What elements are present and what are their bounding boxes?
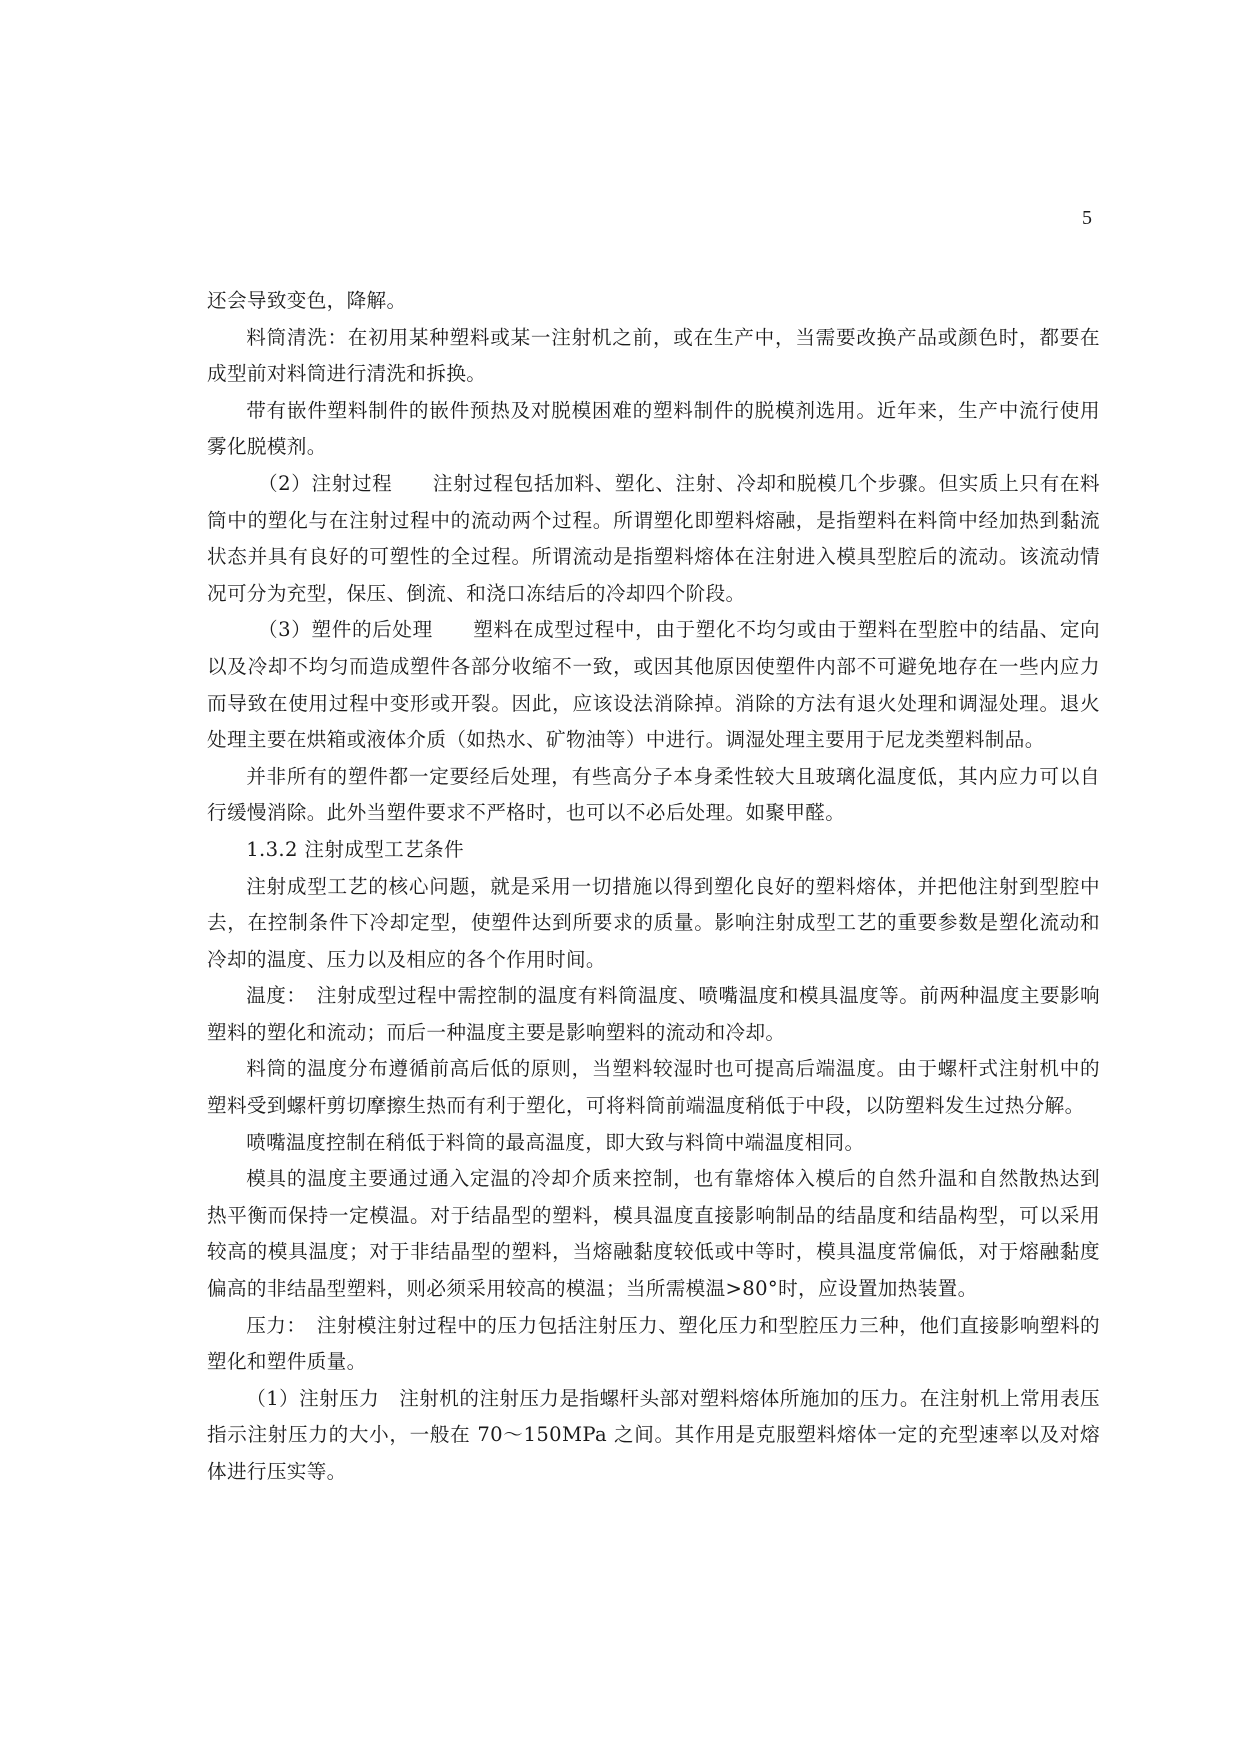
paragraph-post-treatment-note: 并非所有的塑件都一定要经后处理，有些高分子本身柔性较大且玻璃化温度低，其内应力可以自行缓慢消除。此外当塑件要求不严格时，也可以不必后处理。如聚甲醛。 (207, 764, 1100, 825)
section-heading: 1.3.2 注射成型工艺条件 (246, 837, 464, 861)
paragraph-process-core: 注射成型工艺的核心问题，就是采用一切措施以得到塑化良好的塑料熔体，并把他注射到型腔中去，在控制条件下冷却定型，使塑件达到所要求的质量。影响注射成型工艺的重要参数是塑化流动和冷却的温度、压力以及相应的各个作用时间。 (207, 874, 1100, 971)
paragraph-injection-process: （2）注射过程 注射过程包括加料、塑化、注射、冷却和脱模几个步骤。但实质上只有在料筒中的塑化与在注射过程中的流动两个过程。所谓塑化即塑料熔融，是指塑料在料筒中经加热到黏流状态并具有良好的可塑性的全过程。所谓流动是指塑料熔体在注射进入模具型腔后的流动。该流动情况可分为充型，保压、倒流、和浇口冻结后的冷却四个阶段。 (207, 471, 1100, 605)
page-number: 5 (1082, 207, 1092, 229)
document-body (207, 283, 1100, 1491)
paragraph-injection-pressure: （1）注射压力 注射机的注射压力是指螺杆头部对塑料熔体所施加的压力。在注射机上常用表压指示注射压力的大小，一般在 70～150MPa 之间。其作用是克服塑料熔体一定的充型速率以及对熔体进行压实等。 (207, 1386, 1100, 1483)
paragraph-barrel-cleaning: 料筒清洗：在初用某种塑料或某一注射机之前，或在生产中，当需要改换产品或颜色时，都要在成型前对料筒进行清洗和拆换。 (207, 325, 1100, 386)
paragraph-post-treatment: （3）塑件的后处理 塑料在成型过程中，由于塑化不均匀或由于塑料在型腔中的结晶、定向以及冷却不均匀而造成塑件各部分收缩不一致，或因其他原因使塑件内部不可避免地存在一些内应力而导致在使用过程中变形或开裂。因此，应该设法消除掉。消除的方法有退火处理和调湿处理。退火处理主要在烘箱或液体介质（如热水、矿物油等）中进行。调湿处理主要用于尼龙类塑料制品。 (207, 618, 1100, 752)
paragraph-pressure: 压力： 注射模注射过程中的压力包括注射压力、塑化压力和型腔压力三种，他们直接影响塑料的塑化和塑件质量。 (207, 1313, 1100, 1374)
paragraph-insert-preheat: 带有嵌件塑料制件的嵌件预热及对脱模困难的塑料制件的脱模剂选用。近年来，生产中流行使用雾化脱模剂。 (207, 398, 1100, 459)
paragraph-mold-temperature: 模具的温度主要通过通入定温的冷却介质来控制，也有靠熔体入模后的自然升温和自然散热达到热平衡而保持一定模温。对于结晶型的塑料，模具温度直接影响制品的结晶度和结晶构型，可以采用较高的模具温度；对于非结晶型的塑料，当熔融黏度较低或中等时，模具温度常偏低，对于熔融黏度偏高的非结晶型塑料，则必须采用较高的模温；当所需模温>80°时，应设置加热装置。 (207, 1167, 1100, 1301)
paragraph-temperature: 温度： 注射成型过程中需控制的温度有料筒温度、喷嘴温度和模具温度等。前两种温度主要影响塑料的塑化和流动；而后一种温度主要是影响塑料的流动和冷却。 (207, 984, 1100, 1044)
paragraph-nozzle-temperature: 喷嘴温度控制在稍低于料筒的最高温度，即大致与料筒中端温度相同。 (246, 1130, 865, 1154)
paragraph-continuation: 还会导致变色，降解。 (207, 289, 407, 312)
paragraph-barrel-temperature: 料筒的温度分布遵循前高后低的原则，当塑料较湿时也可提高后端温度。由于螺杆式注射机中的塑料受到螺杆剪切摩擦生热而有利于塑化，可将料筒前端温度稍低于中段，以防塑料发生过热分解。 (207, 1057, 1100, 1118)
